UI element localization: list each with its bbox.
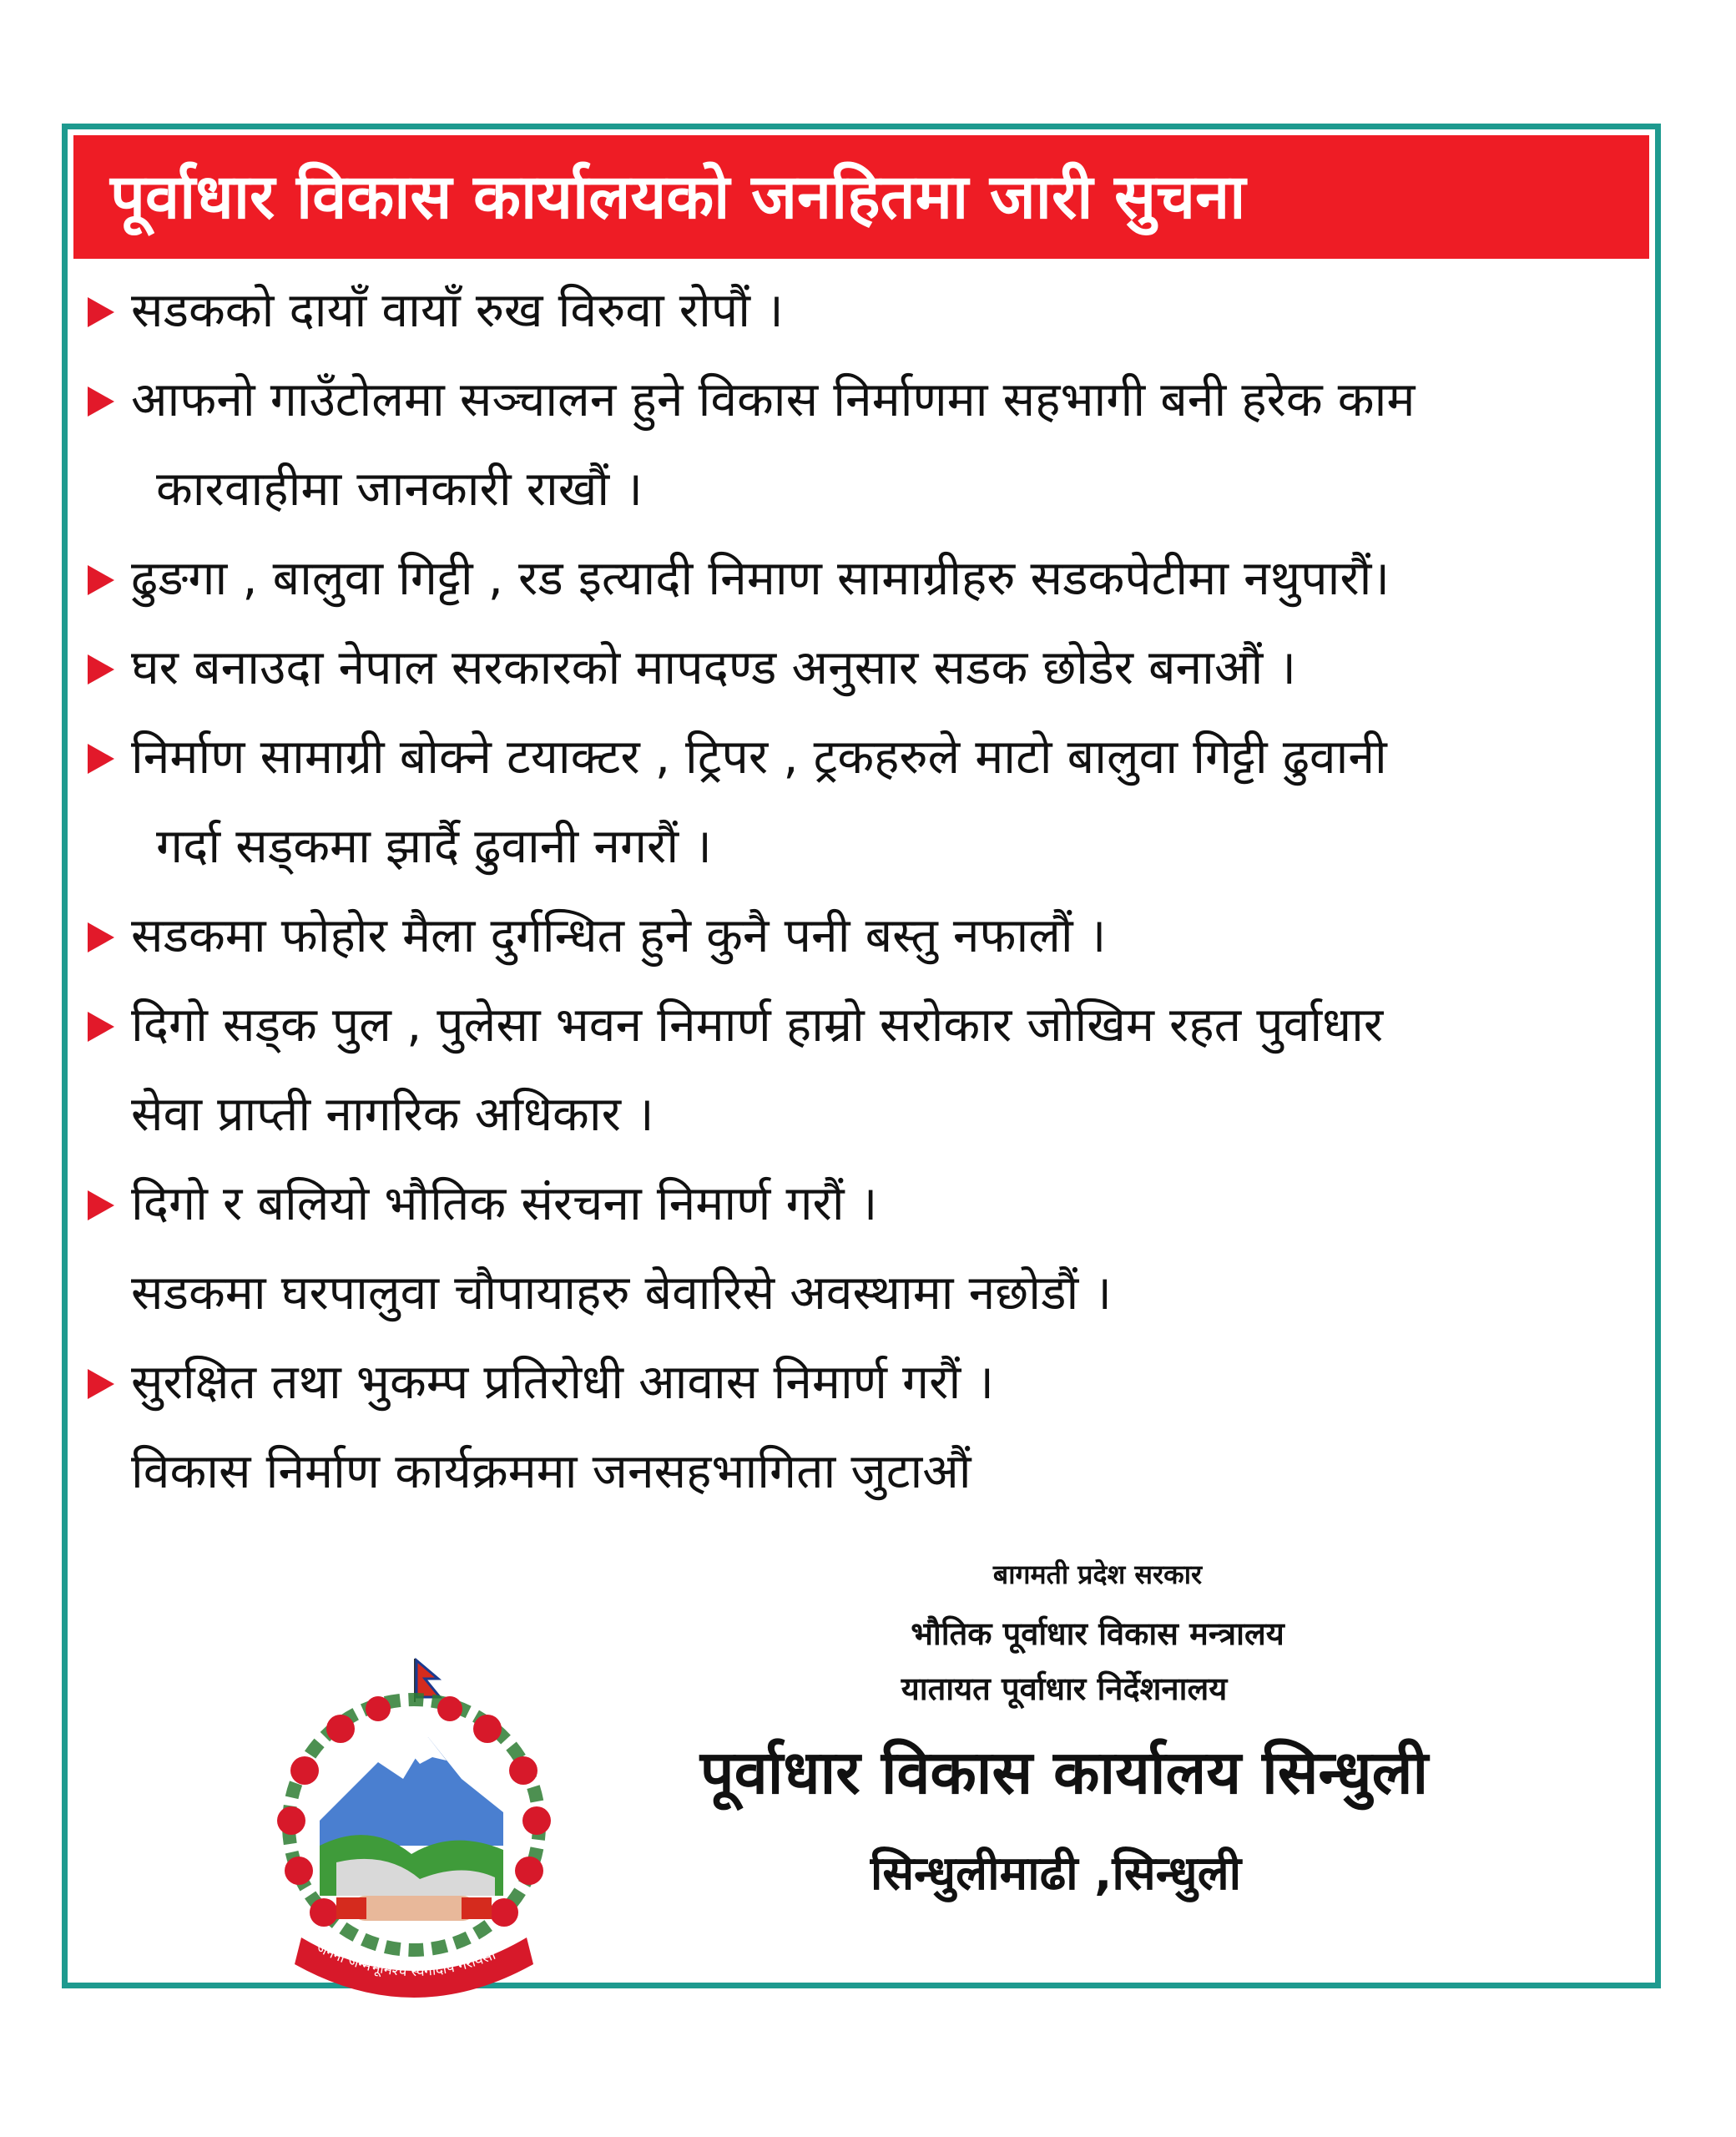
notice-line: सडकमा फोहोर मैला दुर्गन्धित हुने कुनै पनी बस्तु नफालौं । — [131, 908, 1107, 963]
org-ministry: भौतिक पूर्वाधार विकास मन्त्रालय — [911, 1615, 1284, 1652]
org-directorate: यातायत पूर्वाधार निर्देशनालय — [901, 1670, 1228, 1707]
notice-line: निर्माण सामाग्री बोक्ने टयाक्टर , ट्रिपर , ट्रकहरुले माटो बालुवा गिट्टी ढुवानी — [131, 730, 1387, 785]
org-province: बागमती प्रदेश सरकार — [992, 1559, 1203, 1590]
org-address: सिन्धुलीमाढी ,सिन्धुली — [870, 1847, 1242, 1901]
triangle-bullet-icon — [88, 922, 114, 952]
notice-line: ढुङगा , बालुवा गिट्टी , रड इत्यादी निमाण सामाग्रीहरु सडकपेटीमा नथुपारौं। — [131, 551, 1390, 606]
notice-line: दिगो र बलियो भौतिक संरचना निमार्ण गरौं । — [131, 1176, 878, 1231]
notice-line: सुरक्षित तथा भुकम्प प्रतिरोधी आवास निमार्ण गरौं । — [131, 1355, 994, 1410]
notice-item-6 — [84, 892, 1653, 981]
triangle-bullet-icon — [88, 1012, 114, 1042]
notice-item-7 — [84, 981, 1653, 1159]
triangle-bullet-icon — [88, 1369, 114, 1399]
triangle-bullet-icon — [88, 565, 114, 595]
handshake-icon — [336, 1896, 492, 1921]
notice-line-continued: कारवाहीमा जानकारी राखौं । — [156, 462, 643, 517]
notice-list — [84, 266, 1653, 1517]
notice-item-4 — [84, 624, 1653, 713]
triangle-bullet-icon — [88, 297, 114, 327]
notice-item-5 — [84, 713, 1653, 892]
org-office-name: पूर्वाधार विकास कार्यालय सिन्धुली — [699, 1737, 1429, 1807]
notice-item-2 — [84, 356, 1653, 534]
notice-line: घर बनाउदा नेपाल सरकारको मापदण्ड अनुसार सडक छोडेर बनाऔं । — [131, 640, 1296, 695]
triangle-bullet-icon — [88, 1190, 114, 1220]
notice-item-11 — [84, 1427, 1653, 1517]
notice-item-10 — [84, 1338, 1653, 1427]
notice-line: दिगो सड्क पुल , पुलेसा भवन निमार्ण हाम्रो सरोकार जोखिम रहत पुर्वाधार — [131, 998, 1384, 1053]
notice-line: सडकमा घरपालुवा चौपायाहरु बेवारिसे अवस्थामा नछोडौं । — [131, 1266, 1113, 1321]
emblem-motto: जननी जन्मभूमिश्च स्वर्गादपि गरीयसी — [313, 1939, 498, 1981]
notice-item-3 — [84, 534, 1653, 624]
mountain-icon — [320, 1737, 503, 1896]
notice-item-1 — [84, 266, 1653, 356]
triangle-bullet-icon — [88, 386, 114, 417]
notice-line-continued: सेवा प्राप्ती नागरिक अधिकार । — [131, 1087, 654, 1142]
notice-line: विकास निर्माण कार्यक्रममा जनसहभागिता जुटाऔं — [131, 1444, 971, 1499]
notice-item-9 — [84, 1249, 1653, 1338]
notice-item-8 — [84, 1159, 1653, 1249]
notice-line: आफनो गाउँटोलमा सञ्चालन हुने विकास निर्माणमा सहभागी बनी हरेक काम — [131, 372, 1416, 427]
triangle-bullet-icon — [88, 744, 114, 774]
triangle-bullet-icon — [88, 654, 114, 685]
notice-title-banner: पूर्वाधार विकास कार्यालयको जनहितमा जारी सुचना — [73, 135, 1649, 259]
notice-line: सडकको दायाँ वायाँ रुख विरुवा रोपौं । — [131, 283, 784, 338]
notice-line-continued: गर्दा सड्कमा झार्दै ढुवानी नगरौं । — [156, 819, 712, 874]
